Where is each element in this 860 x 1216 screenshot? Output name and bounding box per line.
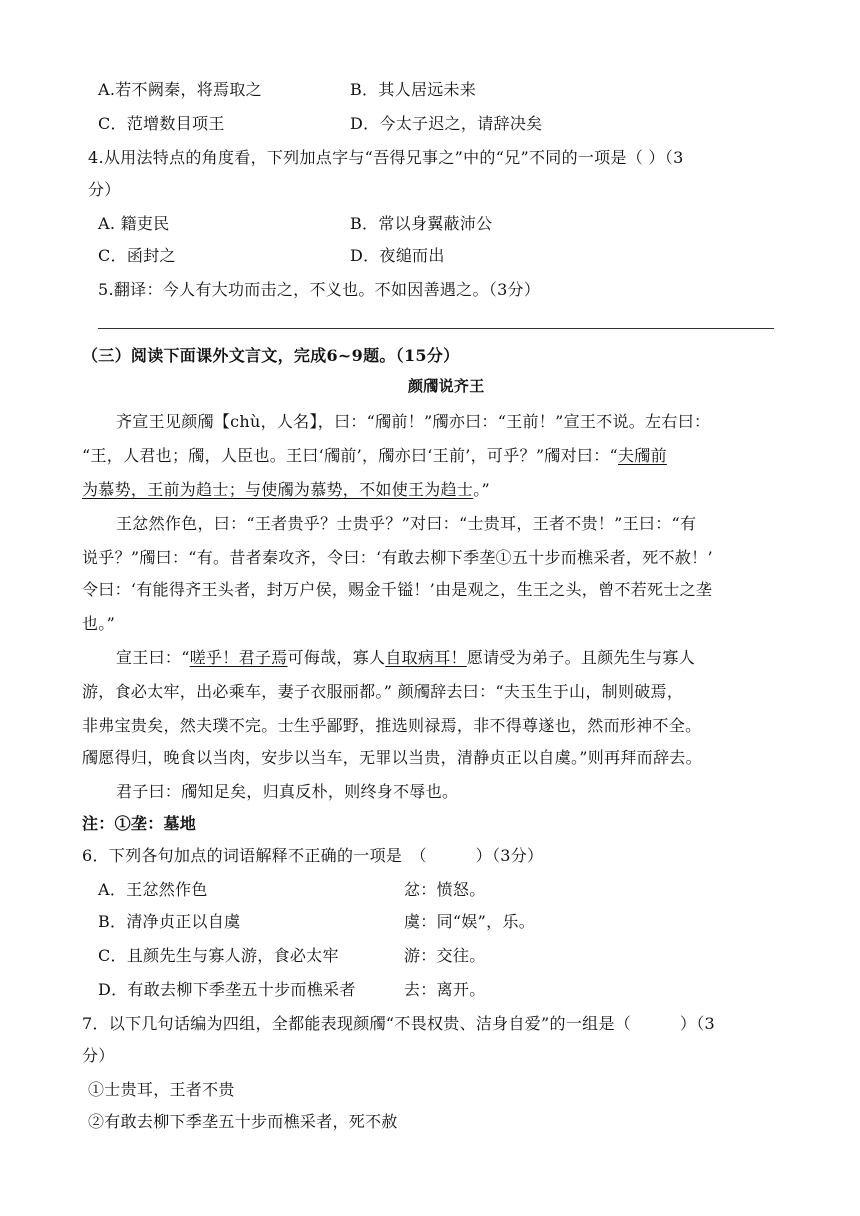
p1-line2-text: “王，人君也；斶，人臣也。王曰‘斶前’，斶亦曰‘王前’，可乎？”斶对曰：“	[82, 446, 618, 465]
passage-p4: 君子曰：斶知足矣，归真反朴，则终身不辱也。	[116, 782, 459, 801]
q4-option-b: B．常以身翼蔽沛公	[350, 214, 493, 233]
section3-heading: （三）阅读下面课外文言文，完成6~9题。（15分）	[82, 346, 460, 365]
passage-p2-line3: 令曰：‘有能得齐王头者，封万户侯，赐金千镒！’由是观之，生王之头，曾不若死士之垄	[82, 580, 713, 599]
q6-row-c-sentence: C．且颜先生与寡人游，食必太牢	[98, 946, 339, 965]
q5-stem: 5.翻译：今人有大功而击之，不义也。不如因善遇之。（3分）	[98, 280, 541, 299]
p3-underlined-b: 自取病耳！	[385, 648, 467, 667]
q7-stem-line2: 分）	[82, 1046, 115, 1065]
passage-p2-line2: 说乎？”斶曰：“有。昔者秦攻齐，令曰：‘有敢去柳下季垄①五十步而樵采者，死不赦！’	[82, 548, 713, 567]
q4-stem-line1: 4.从用法特点的角度看，下列加点字与“吾得兄事之”中的“兄”不同的一项是（ ）（3	[88, 148, 684, 167]
q3-option-d: D．今太子迟之，请辞决矣	[350, 114, 543, 133]
p1-underlined-b: 为慕势，王前为趋士；与使斶为慕势，不如使王为趋士	[82, 480, 474, 499]
passage-p3-line2: 游，食必太牢，出必乘车，妻子衣服丽都。” 颜斶辞去曰：“夫玉生于山，制则破焉，	[82, 682, 684, 701]
passage-p1-line3	[82, 480, 490, 500]
q3-option-b: B．其人居远未来	[350, 80, 477, 99]
p1-underlined-a: 夫斶前	[617, 446, 667, 465]
p3-text-c: 可侮哉，寡人	[287, 648, 386, 667]
passage-p2-line4: 也。”	[82, 614, 116, 633]
q6-row-a-gloss: 忿：愤怒。	[404, 880, 486, 899]
q6-row-c-gloss: 游：交往。	[404, 946, 486, 965]
passage-note: 注：①垄：墓地	[82, 814, 197, 833]
q7-stem-line1: 7．以下几句话编为四组，全都能表现颜斶“不畏权贵、洁身自爱”的一组是（ ）（3	[82, 1014, 716, 1033]
q4-option-d: D．夜缒而出	[350, 246, 445, 265]
q6-stem: 6．下列各句加点的词语解释不正确的一项是 （ ）（3分）	[82, 846, 544, 865]
p3-underlined-a: 嗟乎！君子焉	[189, 648, 288, 667]
q7-item-2: ②有敢去柳下季垄五十步而樵采者，死不赦	[88, 1112, 398, 1131]
p3-text-e: 愿请受为弟子。且颜先生与寡人	[466, 648, 696, 667]
q7-item-1: ①士贵耳，王者不贵	[88, 1080, 235, 1099]
q3-option-a: A.若不阙秦，将焉取之	[98, 80, 262, 99]
q6-row-a-sentence: A．王忿然作色	[98, 880, 208, 899]
passage-p1-line2	[82, 446, 667, 466]
q4-option-c: C．函封之	[98, 246, 176, 265]
p3-text-a: 宣王曰：“	[116, 648, 190, 667]
passage-title: 颜斶说齐王	[408, 377, 485, 395]
q3-option-c: C．范增数目项王	[98, 114, 225, 133]
answer-line	[98, 328, 774, 329]
q6-row-d-sentence: D．有敢去柳下季垄五十步而樵采者	[98, 980, 356, 999]
p1-line3-end: 。”	[473, 480, 490, 499]
passage-p3-line4: 斶愿得归，晚食以当肉，安步以当车，无罪以当贵，清静贞正以自虞。”则再拜而辞去。	[82, 748, 702, 767]
passage-p3-line1	[116, 648, 695, 668]
passage-p3-line3: 非弗宝贵矣，然夫璞不完。士生乎鄙野，推选则禄焉，非不得尊遂也，然而形神不全。	[82, 716, 702, 735]
q6-row-b-gloss: 虞：同“娱”，乐。	[404, 912, 536, 931]
passage-p2-line1: 王忿然作色，曰：“王者贵乎？士贵乎？”对曰：“士贵耳，王者不贵！”王曰：“有	[116, 514, 697, 533]
q6-row-b-sentence: B．清净贞正以自虞	[98, 912, 241, 931]
passage-p1-line1: 齐宣王见颜斶【chù，人名】，曰：“斶前！”斶亦曰：“王前！”宣王不说。左右曰：	[116, 412, 711, 431]
q6-row-d-gloss: 去：离开。	[404, 980, 486, 999]
q4-option-a: A. 籍吏民	[98, 214, 170, 233]
q4-stem-line2: 分）	[88, 180, 121, 199]
